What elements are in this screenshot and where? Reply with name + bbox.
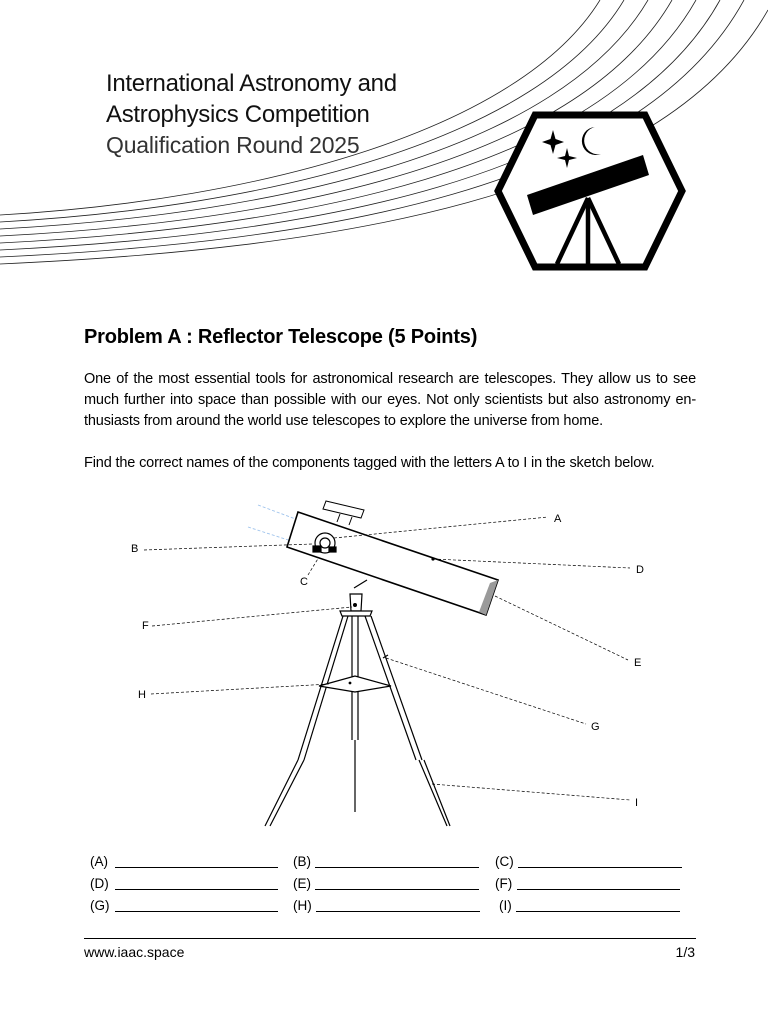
competition-title-line-1: International Astronomy and [106,70,397,97]
sketch-label-g: G [591,721,600,733]
instruction-paragraph: Find the correct names of the components tagged with the letters A to I in the sketch below. [84,455,655,471]
answer-line[interactable] [115,867,278,868]
answer-row [90,874,690,894]
answer-label: (A) [90,854,108,869]
answer-line[interactable] [516,911,680,912]
sketch-label-i: I [635,797,639,809]
competition-title-line-2: Astrophysics Competition [106,101,370,128]
answer-label: (C) [495,854,514,869]
answer-label: (E) [293,876,311,891]
footer-divider [84,938,696,939]
answer-label: (B) [293,854,311,869]
sketch-label-a: A [554,513,562,525]
intro-paragraph: One of the most essential tools for astronomical research are telescopes. They allow us to see much further into space than possible with our eyes. Not only scientists but also astronomy en-thusiasts from around the world use telescopes to explore the universe from home. [84,371,696,429]
answer-label: (H) [293,898,312,913]
answer-label: (G) [90,898,110,913]
sketch-label-b: B [131,543,139,555]
accessory-tray [319,676,391,692]
mount-head [340,580,372,616]
competition-title-block [106,68,397,161]
round-subtitle: Qualification Round 2025 [106,132,360,158]
sketch-label-d: D [636,564,644,576]
sketch-label-e: E [634,657,642,669]
sketch-label-c: C [300,576,308,588]
telescope-stars-hexagon-icon [493,110,687,272]
answer-line[interactable] [316,911,480,912]
answer-row [90,852,690,872]
sketch-label-f: F [142,620,149,632]
answer-line[interactable] [115,889,278,890]
answer-line[interactable] [517,889,680,890]
answer-label: (D) [90,876,109,891]
telescope-sketch [0,490,768,835]
footer-url: www.iaac.space [84,944,185,960]
problem-heading: Problem A : Reflector Telescope (5 Points) [84,326,478,348]
answer-line[interactable] [518,867,682,868]
sketch-label-h: H [138,689,146,701]
answer-line[interactable] [315,889,479,890]
answer-label: (I) [499,898,512,913]
tripod-legs [265,616,450,826]
page-number: 1/3 [675,944,695,960]
answer-line[interactable] [315,867,479,868]
telescope-tube [287,512,498,615]
answer-line[interactable] [115,911,278,912]
finder-scope [323,501,364,525]
answer-row [90,896,690,916]
answer-label: (F) [495,876,513,891]
